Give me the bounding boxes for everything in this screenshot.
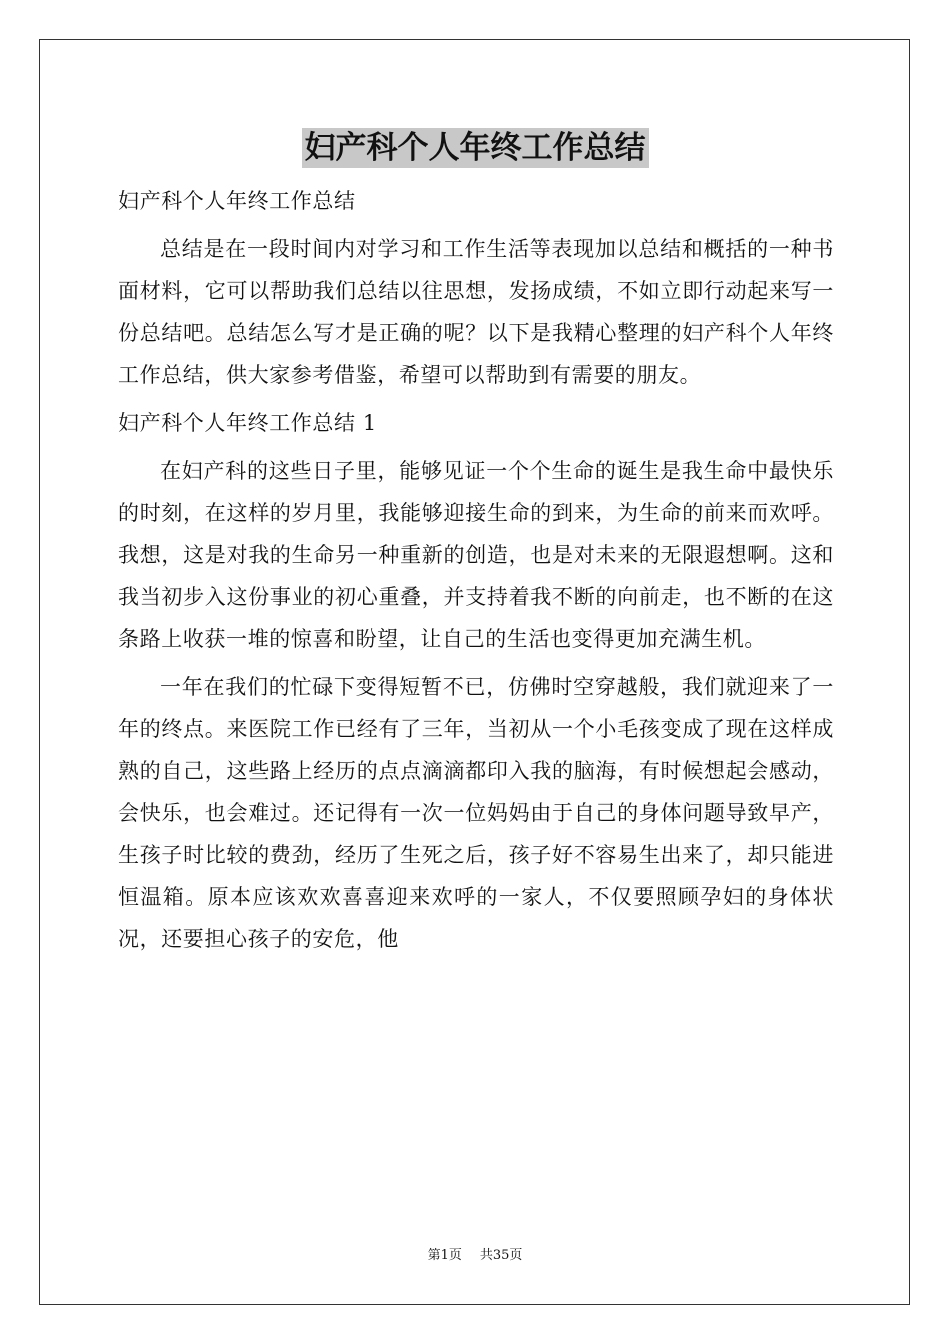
document-body — [118, 180, 834, 966]
page-total: 共35页 — [479, 1248, 523, 1263]
document-title: 妇产科个人年终工作总结 — [302, 128, 649, 168]
page-number: 第1页 — [427, 1248, 462, 1263]
document-title-container — [0, 128, 950, 168]
page-footer — [0, 1247, 950, 1265]
body-paragraph: 在妇产科的这些日子里，能够见证一个个生命的诞生是我生命中最快乐的时刻，在这样的岁月里，我能够迎接生命的到来，为生命的前来而欢呼。我想，这是对我的生命另一种重新的创造，也是对未来的无限遐想啊。这和我当初步入这份事业的初心重叠，并支持着我不断的向前走，也不断的在这条路上收获一堆的惊喜和盼望，让自己的生活也变得更加充满生机。 — [118, 459, 834, 651]
section-heading: 妇产科个人年终工作总结 1 — [118, 411, 377, 435]
section-heading: 妇产科个人年终工作总结 — [118, 189, 356, 213]
body-paragraph: 一年在我们的忙碌下变得短暂不已，仿佛时空穿越般，我们就迎来了一年的终点。来医院工作已经有了三年，当初从一个小毛孩变成了现在这样成熟的自己，这些路上经历的点点滴滴都印入我的脑海，有时候想起会感动，会快乐，也会难过。还记得有一次一位妈妈由于自己的身体问题导致早产，生孩子时比较的费劲，经历了生死之后，孩子好不容易生出来了，却只能进恒温箱。原本应该欢欢喜喜迎来欢呼的一家人，不仅要照顾孕妇的身体状况，还要担心孩子的安危，他 — [118, 675, 834, 951]
body-paragraph: 总结是在一段时间内对学习和工作生活等表现加以总结和概括的一种书面材料，它可以帮助我们总结以往思想，发扬成绩，不如立即行动起来写一份总结吧。总结怎么写才是正确的呢？以下是我精心整理的妇产科个人年终工作总结，供大家参考借鉴，希望可以帮助到有需要的朋友。 — [118, 237, 834, 387]
